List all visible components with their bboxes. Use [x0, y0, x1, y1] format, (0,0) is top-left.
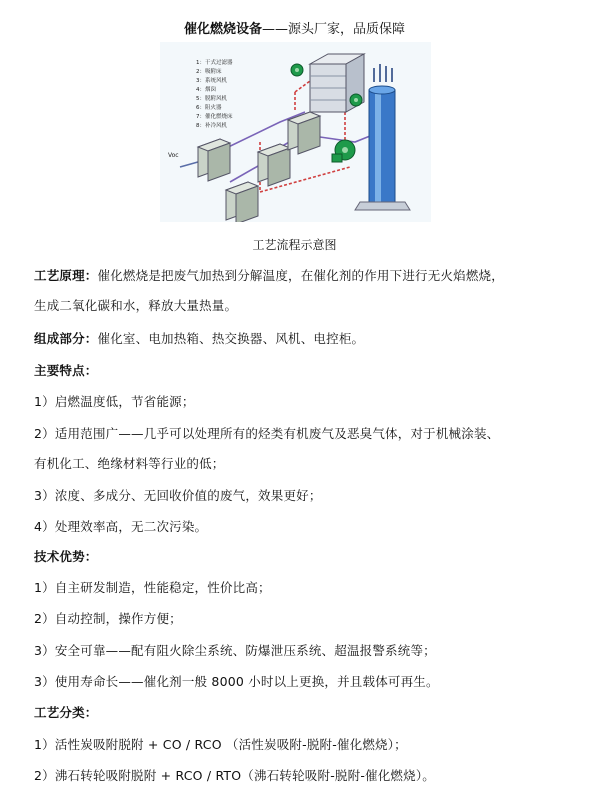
principle-label: 工艺原理： [34, 268, 98, 283]
features-item: 有机化工、绝缘材料等行业的低； [34, 456, 225, 471]
advantages-item: 3）使用寿命长——催化剂一般 8000 小时以上更换，并且载体可再生。 [34, 674, 439, 689]
legend-item: 8：补冷风机 [196, 123, 227, 129]
process-flow-diagram [160, 42, 431, 222]
adsorption-bed [288, 112, 320, 154]
desorption-fan [291, 64, 303, 76]
system-fan [332, 140, 355, 162]
document-title [0, 18, 589, 37]
features-item: 3）浓度、多成分、无回收价值的废气，效果更好； [34, 488, 322, 503]
legend-item: 5：脱附风机 [196, 96, 227, 102]
classification-item: 1）活性炭吸附脱附 + CO / RCO （活性炭吸附-脱附-催化燃烧）； [34, 737, 407, 752]
title-rest: ——源头厂家，品质保障 [262, 22, 406, 37]
legend-item: 4：烟囱 [196, 87, 216, 93]
figure-caption: 工艺流程示意图 [252, 238, 337, 252]
inlet-label: Voc [168, 152, 179, 159]
cooling-fan [350, 94, 362, 106]
adsorption-bed [198, 139, 230, 181]
advantages-item: 2）自动控制，操作方便； [34, 611, 182, 626]
components-text: 催化室、电加热箱、热交换器、风机、电控柜。 [97, 331, 365, 346]
advantages-item: 3）安全可靠——配有阻火除尘系统、防爆泄压系统、超温报警系统等； [34, 643, 436, 658]
features-item: 1）启燃温度低，节省能源； [34, 394, 195, 409]
title-bold: 催化燃烧设备 [183, 22, 262, 37]
features-item: 4）处理效率高，无二次污染。 [34, 519, 208, 534]
advantages-heading: 技术优势： [34, 549, 98, 564]
classification-item: 2）沸石转轮吸附脱附 + RCO / RTO（沸石转轮吸附-脱附-催化燃烧）。 [34, 768, 435, 783]
principle-line-2: 生成二氧化碳和水，释放大量热量。 [34, 298, 238, 313]
advantages-item: 1）自主研发制造，性能稳定，性价比高； [34, 580, 271, 595]
adsorption-bed [258, 144, 290, 186]
adsorption-bed [226, 182, 258, 222]
legend-item: 7：催化燃烧床 [196, 114, 233, 120]
classification-heading: 工艺分类： [34, 705, 98, 720]
legend-item: 1：干式过滤器 [196, 60, 233, 66]
principle-line-1 [34, 266, 504, 284]
principle-text: 催化燃烧是把废气加热到分解温度，在催化剂的作用下进行无火焰燃烧， [97, 268, 504, 283]
features-item: 2）适用范围广——几乎可以处理所有的烃类有机废气及恶臭气体，对于机械涂装、 [34, 426, 500, 441]
legend-item: 6：阻火器 [196, 105, 222, 111]
process-flow-svg [160, 42, 431, 222]
features-heading: 主要特点： [34, 363, 98, 378]
components-label: 组成部分： [34, 331, 98, 346]
components-line [34, 329, 364, 347]
legend-item: 2：吸附床 [196, 69, 222, 75]
legend-item: 3：系统风机 [196, 78, 227, 84]
